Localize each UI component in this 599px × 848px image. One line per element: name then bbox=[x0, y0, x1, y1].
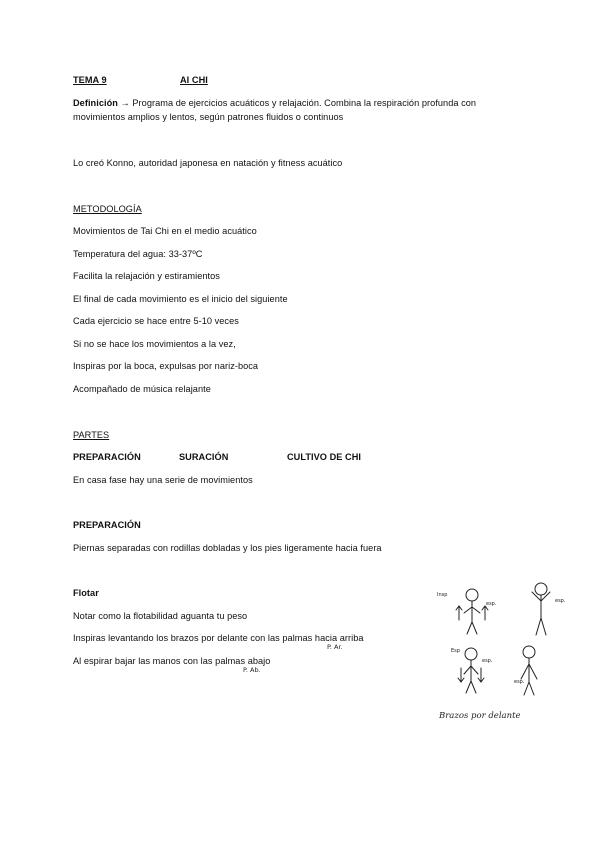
stick-figure bbox=[532, 583, 550, 635]
float-item: Al espirar bajar las manos con las palmas abajo bbox=[73, 656, 271, 666]
annotation-palms-down: P. Ab. bbox=[243, 666, 261, 674]
stick-figure bbox=[458, 648, 484, 693]
sketch-label: esp. bbox=[514, 679, 525, 685]
definition-label: Definición bbox=[73, 98, 118, 108]
methodology-heading: METODOLOGÍA bbox=[73, 204, 142, 214]
methodology-item: Si no se hace los movimientos a la vez, bbox=[73, 339, 236, 349]
methodology-item: Cada ejercicio se hace entre 5-10 veces bbox=[73, 316, 239, 326]
arrow-icon: → bbox=[120, 98, 130, 108]
definition-line-1 bbox=[73, 97, 476, 109]
preparation-text: Piernas separadas con rodillas dobladas y los pies ligeramente hacia fuera bbox=[73, 543, 382, 553]
float-item: Inspiras levantando los brazos por delante con las palmas hacia arriba bbox=[73, 633, 364, 643]
definition-text-1: Programa de ejercicios acuáticos y relajación. Combina la respiración profunda con bbox=[129, 98, 477, 108]
float-heading: Flotar bbox=[73, 588, 99, 598]
sketch-label: esp. bbox=[482, 658, 493, 664]
stick-figure bbox=[521, 646, 537, 695]
creator-text: Lo creó Konno, autoridad japonesa en natación y fitness acuático bbox=[73, 158, 343, 168]
definition-line-2: movimientos amplios y lentos, según patrones fluidos o continuos bbox=[73, 112, 344, 122]
part-name-preparation: PREPARACIÓN bbox=[73, 452, 141, 462]
float-item: Notar como la flotabilidad aguanta tu peso bbox=[73, 611, 248, 621]
annotation-palms-up: P. Ar. bbox=[327, 643, 343, 651]
parts-heading: PARTES bbox=[73, 430, 110, 440]
methodology-item: Inspiras por la boca, expulsas por nariz-boca bbox=[73, 361, 259, 371]
methodology-item: Facilita la relajación y estiramientos bbox=[73, 271, 220, 281]
sketch-label: Esp bbox=[451, 648, 460, 654]
sketch-label: esp. bbox=[486, 601, 497, 607]
sketch-caption: Brazos por delante bbox=[439, 711, 521, 721]
stick-figure bbox=[456, 589, 488, 634]
sketch-label: Insp bbox=[437, 592, 448, 598]
topic-title: AI CHI bbox=[180, 75, 208, 85]
topic-label: TEMA 9 bbox=[73, 75, 107, 85]
parts-note: En casa fase hay una serie de movimientos bbox=[73, 475, 253, 485]
sketch-label: esp. bbox=[555, 598, 566, 604]
methodology-item: Movimientos de Tai Chi en el medio acuático bbox=[73, 226, 257, 236]
methodology-item: El final de cada movimiento es el inicio del siguiente bbox=[73, 294, 288, 304]
methodology-item: Acompañado de música relajante bbox=[73, 384, 211, 394]
preparation-heading: PREPARACIÓN bbox=[73, 520, 141, 530]
methodology-item: Temperatura del agua: 33-37ºC bbox=[73, 249, 203, 259]
stick-figure-sketch bbox=[425, 575, 575, 725]
part-name-suracion: SURACIÓN bbox=[179, 452, 229, 462]
part-name-cultivo: CULTIVO DE CHI bbox=[287, 452, 362, 462]
